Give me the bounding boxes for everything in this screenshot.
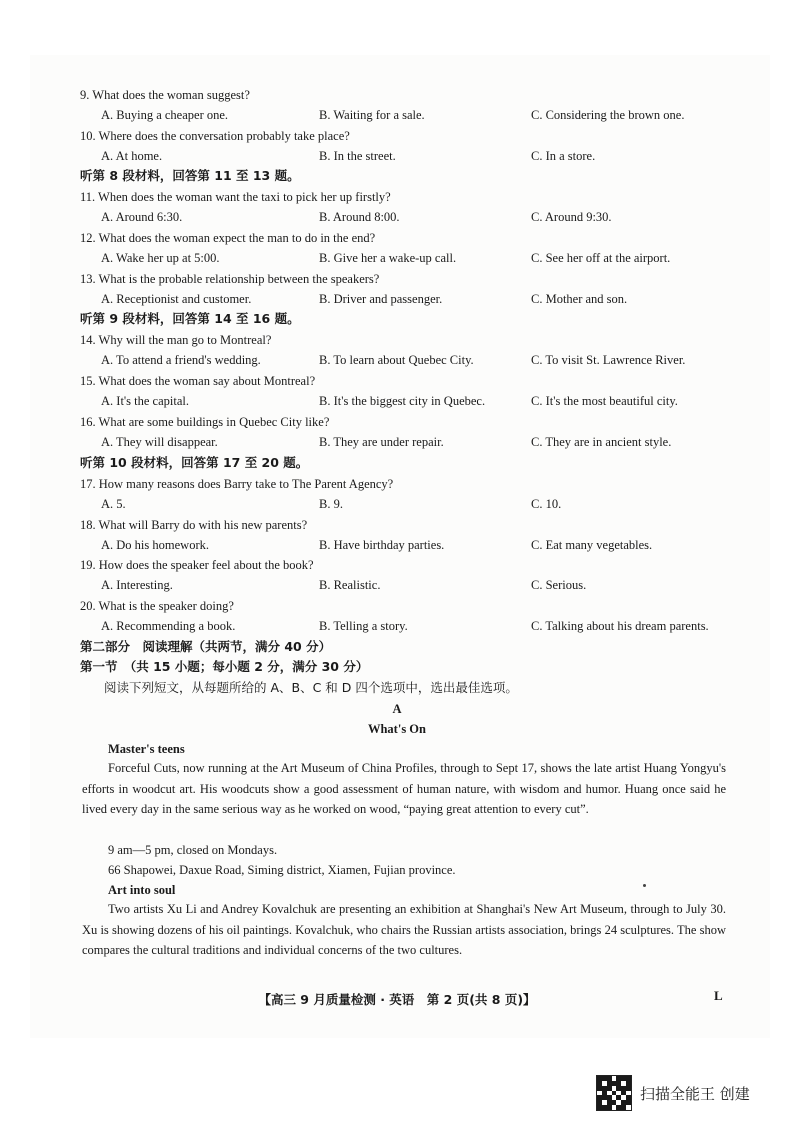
question-14-stem: 14. Why will the man go to Montreal?: [80, 333, 272, 347]
question-9-option-b: B. Waiting for a sale.: [319, 108, 425, 122]
part2-instruction: 阅读下列短文，从每题所给的 A、B、C 和 D 四个选项中，选出最佳选项。: [104, 680, 518, 695]
question-9-option-c: C. Considering the brown one.: [531, 108, 685, 122]
question-17-stem: 17. How many reasons does Barry take to The Parent Agency?: [80, 477, 394, 491]
question-19-stem: 19. How does the speaker feel about the book?: [80, 558, 314, 572]
question-19-option-c: C. Serious.: [531, 578, 587, 592]
paragraph-2-text: Two artists Xu Li and Andrey Kovalchuk are presenting an exhibition at Shanghai's New Art Museum, through to July 30. Xu is showing dozens of his oil paintings. Kovalchuk, who chairs the Russian artists association, brings 24 sculptures. The show compares the cultural traditions and individual concerns of the two cultures.: [82, 902, 726, 957]
footer-version-mark: L: [714, 988, 723, 1003]
passage-address: 66 Shapowei, Daxue Road, Siming district, Xiamen, Fujian province.: [108, 863, 456, 877]
question-17-option-c: C. 10.: [531, 497, 562, 511]
question-17-option-b: B. 9.: [319, 497, 343, 511]
question-20-stem: 20. What is the speaker doing?: [80, 599, 234, 613]
passage-hours: 9 am—5 pm, closed on Mondays.: [108, 843, 278, 857]
question-16-option-a: A. They will disappear.: [101, 435, 218, 449]
question-20-option-b: B. Telling a story.: [319, 619, 408, 633]
question-11-option-c: C. Around 9:30.: [531, 210, 612, 224]
question-9-option-a: A. Buying a cheaper one.: [101, 108, 229, 122]
question-15-option-a: A. It's the capital.: [101, 394, 189, 408]
question-19-option-a: A. Interesting.: [101, 578, 173, 592]
question-16-option-c: C. They are in ancient style.: [531, 435, 672, 449]
question-15-stem: 15. What does the woman say about Montreal?: [80, 374, 316, 388]
question-12-option-c: C. See her off at the airport.: [531, 251, 671, 265]
question-18-option-b: B. Have birthday parties.: [319, 538, 445, 552]
question-11-option-a: A. Around 6:30.: [101, 210, 183, 224]
passage-subheading-1: Master's teens: [108, 742, 185, 756]
question-9-stem: 9. What does the woman suggest?: [80, 88, 250, 102]
part2-title: 第二部分 阅读理解（共两节，满分 40 分）: [80, 639, 332, 654]
page-footer: 【高三 9 月质量检测 · 英语 第 2 页(共 8 页)】: [258, 992, 536, 1007]
passage-title: What's On: [367, 722, 426, 736]
passage-letter: A: [392, 702, 402, 716]
question-16-option-b: B. They are under repair.: [319, 435, 444, 449]
question-18-option-a: A. Do his homework.: [101, 538, 209, 552]
qr-code-icon: [596, 1075, 632, 1111]
question-20-option-a: A. Recommending a book.: [101, 619, 236, 633]
question-13-option-c: C. Mother and son.: [531, 292, 628, 306]
paragraph-1-text: Forceful Cuts, now running at the Art Museum of China Profiles, through to Sept 17, shows the late artist Huang Yongyu's efforts in woodcut art. His woodcuts show a good assessment of human nature, with wisdom and humor. Huang once said he lived every day in the same serious way as he worked on wood, “paying great attention to every cut”.: [82, 761, 726, 816]
question-10-stem: 10. Where does the conversation probably take place?: [80, 129, 350, 143]
question-19-option-b: B. Realistic.: [319, 578, 381, 592]
question-15-option-b: B. It's the biggest city in Quebec.: [319, 394, 486, 408]
passage-subheading-2: Art into soul: [108, 883, 176, 897]
question-12-option-b: B. Give her a wake-up call.: [319, 251, 457, 265]
question-17-option-a: A. 5.: [101, 497, 126, 511]
question-12-stem: 12. What does the woman expect the man to do in the end?: [80, 231, 376, 245]
question-18-stem: 18. What will Barry do with his new parents?: [80, 518, 308, 532]
question-13-stem: 13. What is the probable relationship between the speakers?: [80, 272, 380, 286]
scanner-watermark: [596, 1075, 750, 1111]
question-15-option-c: C. It's the most beautiful city.: [531, 394, 678, 408]
section-heading-9: 听第 9 段材料，回答第 14 至 16 题。: [80, 311, 300, 326]
question-13-option-b: B. Driver and passenger.: [319, 292, 443, 306]
passage-paragraph-1: [82, 758, 726, 820]
section-heading-10: 听第 10 段材料，回答第 17 至 20 题。: [80, 455, 309, 470]
question-11-stem: 11. When does the woman want the taxi to pick her up firstly?: [80, 190, 391, 204]
question-18-option-c: C. Eat many vegetables.: [531, 538, 653, 552]
question-16-stem: 16. What are some buildings in Quebec City like?: [80, 415, 330, 429]
question-10-option-a: A. At home.: [101, 149, 163, 163]
question-14-option-a: A. To attend a friend's wedding.: [101, 353, 261, 367]
question-12-option-a: A. Wake her up at 5:00.: [101, 251, 220, 265]
part2-section1: 第一节 （共 15 小题；每小题 2 分，满分 30 分）: [80, 659, 369, 674]
passage-paragraph-2: [82, 899, 726, 961]
question-10-option-b: B. In the street.: [319, 149, 396, 163]
question-14-option-c: C. To visit St. Lawrence River.: [531, 353, 686, 367]
scanner-label: 扫描全能王 创建: [640, 1084, 750, 1103]
question-14-option-b: B. To learn about Quebec City.: [319, 353, 474, 367]
question-20-option-c: C. Talking about his dream parents.: [531, 619, 709, 633]
speck-mark: [643, 884, 646, 887]
section-heading-8: 听第 8 段材料，回答第 11 至 13 题。: [80, 168, 300, 183]
question-10-option-c: C. In a store.: [531, 149, 596, 163]
question-13-option-a: A. Receptionist and customer.: [101, 292, 252, 306]
question-11-option-b: B. Around 8:00.: [319, 210, 400, 224]
